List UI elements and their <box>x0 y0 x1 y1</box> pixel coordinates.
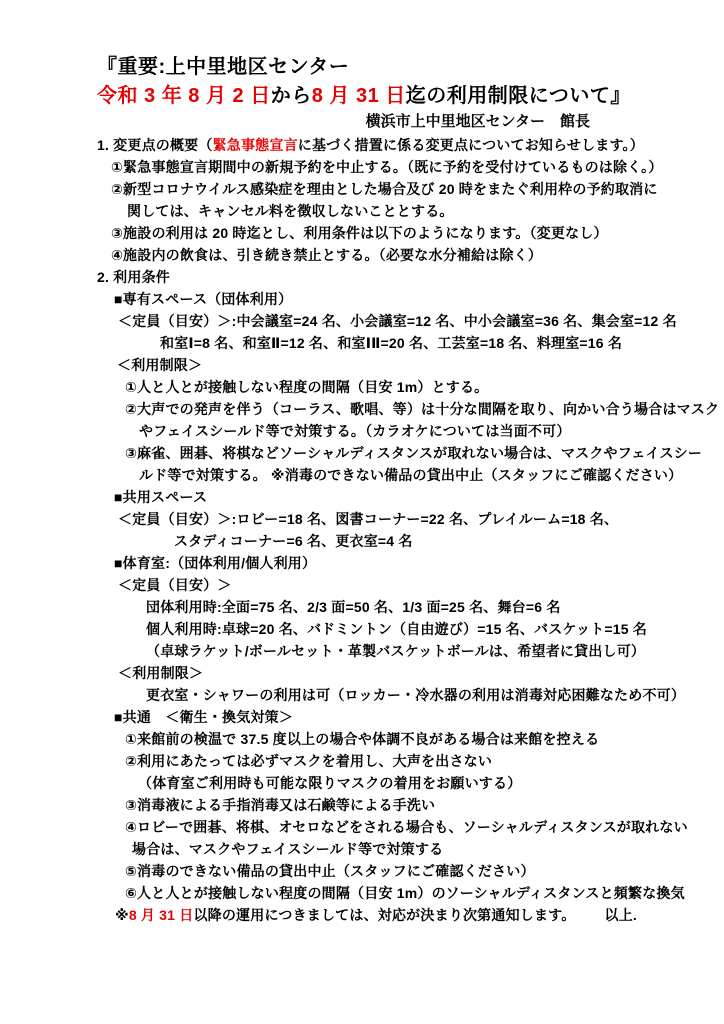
title-text: 迄の利用制限について』 <box>405 85 631 107</box>
doc-line <box>97 332 637 354</box>
doc-line-text <box>111 181 658 197</box>
doc-line-text <box>97 269 170 285</box>
text-segment: ＜利用制限＞ <box>117 357 203 373</box>
doc-line <box>97 860 637 882</box>
text-segment: 和室Ⅰ=8 名、和室Ⅱ=12 名、和室ⅠⅡ=20 名、工芸室=18 名、料理室=16 名 <box>160 335 623 351</box>
text-segment: ②大声での発声を伴う（コーラス、歌唱、等）は十分な間隔を取り、向かい合う場合はマスク <box>125 401 720 417</box>
text-segment: ルド等で対策する。 ※消毒のできない備品の貸出中止（スタッフにご確認ください） <box>139 467 683 483</box>
red-highlight-text: 8 月 31 日 <box>128 907 194 923</box>
doc-line-text <box>139 423 571 439</box>
line-tail-text: 以上. <box>604 907 637 923</box>
doc-line <box>97 288 637 310</box>
text-segment: ①来館前の検温で 37.5 度以上の場合や体調不良がある場合は来館を控える <box>125 731 600 747</box>
doc-line <box>97 640 646 662</box>
title-text: から <box>270 85 312 107</box>
doc-line-text <box>114 709 293 725</box>
document-title-line1: 『重要:上中里地区センター <box>97 56 350 78</box>
text-segment: ②新型コロナウイルス感染症を理由とした場合及び 20 時をまたぐ利用枠の予約取消に <box>111 181 658 197</box>
doc-line-text <box>114 291 292 307</box>
doc-line <box>97 662 637 684</box>
text-segment: に基づく措置に係る変更点についてお知らせします。） <box>297 137 644 153</box>
doc-line <box>97 310 677 332</box>
doc-line <box>97 266 637 288</box>
doc-line <box>97 794 637 816</box>
doc-line-text <box>125 379 488 395</box>
doc-line <box>97 178 658 200</box>
doc-line-text <box>125 445 702 461</box>
doc-line <box>97 552 637 574</box>
doc-line-text <box>125 819 688 835</box>
doc-line-text <box>125 401 719 417</box>
text-segment: ①緊急事態宣言期間中の新規予約を中止する。（既に予約を受付けているものは除く。） <box>111 159 663 175</box>
text-segment: 場合は、マスクやフェイスシールド等で対策する <box>132 841 444 857</box>
text-segment: ■専有スペース（団体利用） <box>114 291 293 307</box>
doc-line-text <box>125 885 685 901</box>
doc-line <box>97 244 637 266</box>
title-block <box>0 0 724 132</box>
doc-line <box>97 464 683 486</box>
text-segment: ※ <box>115 907 129 923</box>
doc-line <box>97 486 637 508</box>
doc-line-text <box>118 313 677 329</box>
text-segment: ＜定員（目安）＞ <box>118 577 232 593</box>
doc-line-text <box>118 665 203 681</box>
text-segment: 団体利用時:全面=75 名、2/3 面=50 名、1/3 面=25 名、舞台=6 名 <box>146 599 561 615</box>
text-segment: ③消毒液による手指消毒又は石鹸等による手洗い <box>125 797 436 813</box>
doc-line-text <box>174 533 413 549</box>
text-segment: 以降の運用につきましては、対応が決まり次第通知します。 <box>193 907 576 923</box>
doc-line <box>97 618 647 640</box>
text-segment: ③施設の利用は 20 時迄とし、利用条件は以下のようになります。（変更なし） <box>111 225 608 241</box>
text-segment: ■共用スペース <box>114 489 208 505</box>
document-body <box>0 132 724 926</box>
text-segment: ②利用にあたっては必ずマスクを着用し、大声を出さない <box>125 753 493 769</box>
doc-line <box>97 706 637 728</box>
doc-line-text <box>125 731 599 747</box>
title-date-red-text: 8 月 31 日 <box>311 85 406 107</box>
doc-line <box>97 442 703 464</box>
doc-line-text <box>118 511 618 527</box>
text-segment: やフェイスシールド等で対策する。（カラオケについては当面不可） <box>139 423 571 439</box>
doc-line-text <box>146 687 685 703</box>
doc-line-text <box>114 555 316 571</box>
doc-line <box>97 420 637 442</box>
text-segment: ③麻雀、囲碁、将棋などソーシャルディスタンスが取れない場合は、マスクやフェイスシー <box>125 445 703 461</box>
text-segment: ■体育室:（団体利用/個人利用） <box>114 555 317 571</box>
doc-line-text <box>111 247 542 263</box>
doc-line-text <box>125 863 535 879</box>
text-segment: ④施設内の飲食は、引き続き禁止とする。（必要な水分補給は除く） <box>111 247 543 263</box>
doc-line <box>97 508 637 530</box>
text-segment: 関しては、キャンセル料を徴収しないこととする。 <box>127 203 454 219</box>
doc-line-text <box>146 643 645 659</box>
doc-line-text <box>146 621 647 637</box>
doc-line <box>97 728 637 750</box>
doc-line <box>97 376 637 398</box>
doc-line <box>97 904 637 926</box>
text-segment: ①人と人とが接触しない程度の間隔（目安 1m）とする。 <box>125 379 489 395</box>
doc-line-text <box>97 137 644 153</box>
text-segment: 2. 利用条件 <box>97 269 170 285</box>
doc-line <box>97 684 686 706</box>
document-title-line2 <box>97 82 631 111</box>
text-segment: ＜定員（目安）＞:中会議室=24 名、小会議室=12 名、中小会議室=36 名、集会室=12 名 <box>118 313 677 329</box>
doc-line-text <box>139 467 682 483</box>
text-segment: スタディコーナー=6 名、更衣室=4 名 <box>174 533 413 549</box>
doc-line-text <box>125 753 492 769</box>
doc-line-text <box>146 599 561 615</box>
byline: 横浜市上中里地区センター 館長 <box>365 113 590 130</box>
doc-line-text <box>115 904 575 926</box>
doc-line-text <box>125 797 435 813</box>
doc-line <box>97 838 637 860</box>
doc-line-text <box>138 775 521 791</box>
text-segment: ⑤消毒のできない備品の貸出中止（スタッフにご確認ください） <box>125 863 535 879</box>
doc-line-text <box>111 225 608 241</box>
doc-line <box>97 882 685 904</box>
doc-line <box>97 134 644 156</box>
doc-line-text <box>160 335 622 351</box>
doc-line <box>97 200 637 222</box>
doc-line-text <box>117 357 202 373</box>
doc-line-text <box>127 203 454 219</box>
doc-line <box>97 574 637 596</box>
doc-line <box>97 772 637 794</box>
text-segment: ④ロビーで囲碁、将棋、オセロなどをされる場合も、ソーシャルディスタンスが取れない <box>125 819 688 835</box>
text-segment: 更衣室・シャワーの利用は可（ロッカー・冷水器の利用は消毒対応困難なため不可） <box>146 687 686 703</box>
text-segment: 1. 変更点の概要（ <box>97 137 213 153</box>
doc-line-text <box>114 489 207 505</box>
doc-line-text <box>111 159 663 175</box>
text-segment: ■共通 ＜衛生・換気対策＞ <box>114 709 294 725</box>
doc-line <box>97 354 637 376</box>
text-segment: （卓球ラケット/ボールセット・革製バスケットボールは、希望者に貸出し可） <box>146 643 646 659</box>
doc-line-text <box>132 841 443 857</box>
doc-line <box>97 816 688 838</box>
doc-line <box>97 750 637 772</box>
doc-line <box>97 530 637 552</box>
doc-line <box>97 398 720 420</box>
title-date-red-text: 令和 3 年 8 月 2 日 <box>97 85 271 107</box>
text-segment: ⑥人と人とが接触しない程度の間隔（目安 1m）のソーシャルディスタンスと頻繁な換気 <box>125 885 685 901</box>
text-segment: ＜定員（目安）＞:ロビー=18 名、図書コーナー=22 名、プレイルーム=18 名、 <box>118 511 619 527</box>
doc-line <box>97 596 637 618</box>
doc-line <box>97 156 663 178</box>
text-segment: ＜利用制限＞ <box>118 665 204 681</box>
text-segment: 個人利用時:卓球=20 名、バドミントン（自由遊び）=15 名、バスケット=15 名 <box>146 621 647 637</box>
doc-line-text <box>118 577 232 593</box>
doc-line <box>97 222 637 244</box>
red-highlight-text: 緊急事態宣言 <box>212 137 298 153</box>
text-segment: （体育室ご利用時も可能な限りマスクの着用をお願いする） <box>138 775 522 791</box>
